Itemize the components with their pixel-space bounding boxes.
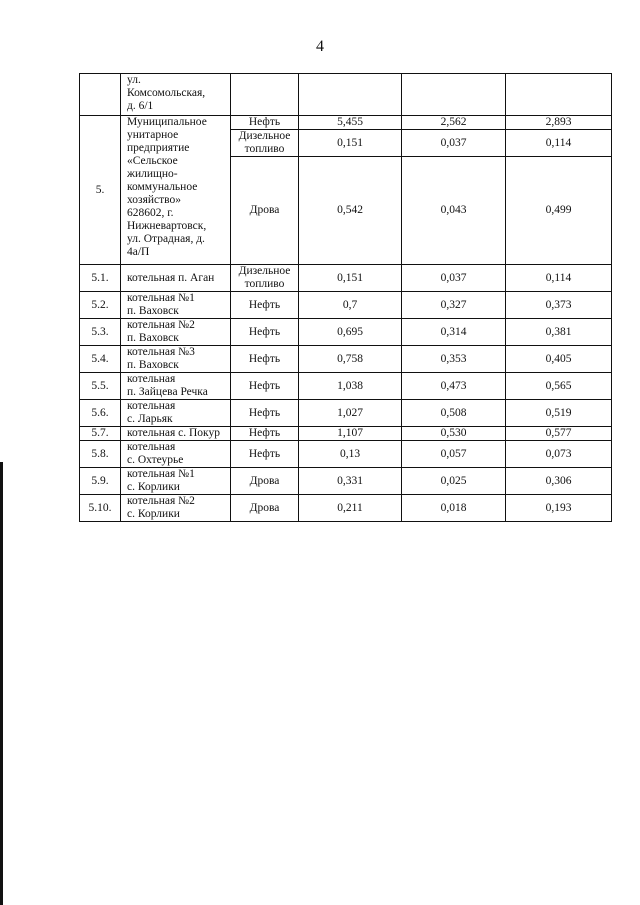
fuel-line: Нефть: [248, 352, 281, 365]
fuel-line: Дрова: [249, 474, 280, 487]
value-cell: 1,107: [299, 427, 402, 441]
row-num-cell: 5.10.: [80, 495, 121, 522]
address-line: д. 6/1: [127, 100, 154, 112]
table-row: [80, 441, 612, 468]
table-row: [80, 319, 612, 346]
value-cell: 0,114: [506, 130, 612, 157]
fuel-cell: [231, 130, 299, 157]
scan-edge-mark: [0, 462, 3, 905]
table-row: [80, 346, 612, 373]
fuel-cell: [231, 468, 299, 495]
fuel-line: Нефть: [248, 379, 281, 392]
row-num-cell: 5.5.: [80, 373, 121, 400]
value-cell: 0,508: [402, 400, 506, 427]
fuel-cell: [231, 346, 299, 373]
value-cell: 0,381: [506, 319, 612, 346]
boiler-name-cell: [121, 441, 231, 468]
value-cell: 0,13: [299, 441, 402, 468]
row-num-cell: 5.7.: [80, 427, 121, 441]
row-num-cell: 5.2.: [80, 292, 121, 319]
boiler-name-line: с. Корлики: [127, 508, 180, 520]
boiler-name-cell: [121, 346, 231, 373]
heat-supply-table: [79, 73, 612, 522]
fuel-line: Нефть: [248, 447, 281, 460]
num-cell: [80, 74, 121, 116]
value-cell: 0,7: [299, 292, 402, 319]
org-name-line: предприятие: [127, 142, 190, 154]
boiler-name-cell: [121, 495, 231, 522]
value-cell: [506, 74, 612, 116]
value-cell: 0,151: [299, 265, 402, 292]
value-cell: 0,499: [506, 157, 612, 265]
table-row: [80, 495, 612, 522]
boiler-name-line: п. Ваховск: [127, 305, 179, 317]
fuel-line: Нефть: [248, 298, 281, 311]
table-row: [80, 292, 612, 319]
fuel-cell: [231, 373, 299, 400]
table-row: [80, 400, 612, 427]
value-cell: 0,193: [506, 495, 612, 522]
boiler-name-cell: [121, 468, 231, 495]
value-cell: 0,695: [299, 319, 402, 346]
fuel-line: топливо: [244, 143, 285, 155]
org-name-line: коммунальное: [127, 181, 198, 193]
boiler-name-line: п. Ваховск: [127, 359, 179, 371]
row-num-cell: 5.8.: [80, 441, 121, 468]
boiler-name-cell: [121, 400, 231, 427]
value-cell: 0,314: [402, 319, 506, 346]
boiler-name-cell: [121, 292, 231, 319]
value-cell: 0,758: [299, 346, 402, 373]
boiler-name-line: котельная п. Аган: [127, 271, 215, 284]
heat-supply-table-container: [79, 73, 612, 522]
value-cell: 2,893: [506, 116, 612, 130]
org-name-line: жилищно-: [127, 168, 178, 180]
org-name-line: унитарное: [127, 129, 179, 141]
value-cell: 0,331: [299, 468, 402, 495]
boiler-name-line: котельная №1: [127, 292, 195, 304]
fuel-line: Дизельное: [238, 265, 291, 277]
value-cell: 0,577: [506, 427, 612, 441]
org-name-line: хозяйство»: [127, 194, 182, 206]
boiler-name-line: с. Охтеурье: [127, 454, 184, 466]
value-cell: 0,073: [506, 441, 612, 468]
address-line: Комсомольская,: [127, 87, 206, 99]
fuel-cell: Дрова: [231, 157, 299, 265]
boiler-name-line: котельная: [127, 373, 176, 385]
value-cell: 2,562: [402, 116, 506, 130]
value-cell: 5,455: [299, 116, 402, 130]
table-row-address-continuation: [80, 74, 612, 116]
table-row: [80, 427, 612, 441]
value-cell: 0,353: [402, 346, 506, 373]
fuel-cell: [231, 319, 299, 346]
org-num-cell: 5.: [80, 116, 121, 265]
row-num-cell: 5.6.: [80, 400, 121, 427]
row-num-cell: 5.9.: [80, 468, 121, 495]
address-cell: [121, 74, 231, 116]
boiler-name-line: котельная №2: [127, 495, 195, 507]
value-cell: 0,373: [506, 292, 612, 319]
fuel-line: Нефть: [248, 406, 281, 419]
org-name-line: ул. Отрадная, д.: [127, 233, 205, 245]
boiler-name-cell: [121, 373, 231, 400]
fuel-cell: [231, 441, 299, 468]
value-cell: 0,211: [299, 495, 402, 522]
table-row: [80, 468, 612, 495]
boiler-name-line: п. Зайцева Речка: [127, 386, 208, 398]
address-line: ул.: [127, 74, 141, 86]
boiler-name-line: котельная с. Покур: [127, 427, 220, 439]
boiler-name-cell: [121, 319, 231, 346]
value-cell: [299, 74, 402, 116]
table-row: [80, 373, 612, 400]
fuel-line: Нефть: [248, 325, 281, 338]
org-name-cell: [121, 116, 231, 265]
value-cell: 0,405: [506, 346, 612, 373]
page-number: 4: [316, 38, 324, 55]
value-cell: 0,037: [402, 130, 506, 157]
value-cell: 0,306: [506, 468, 612, 495]
org-name-line: 4а/П: [127, 246, 150, 258]
boiler-name-cell: [121, 427, 231, 441]
value-cell: 0,043: [402, 157, 506, 265]
fuel-cell: [231, 495, 299, 522]
boiler-name-cell: [121, 265, 231, 292]
value-cell: 1,027: [299, 400, 402, 427]
boiler-name-line: котельная №2: [127, 319, 195, 331]
fuel-line: топливо: [244, 278, 285, 290]
fuel-cell: [231, 265, 299, 292]
fuel-cell: Нефть: [231, 116, 299, 130]
boiler-name-line: котельная: [127, 400, 176, 412]
fuel-line: Дрова: [249, 501, 280, 514]
value-cell: 0,565: [506, 373, 612, 400]
value-cell: 0,519: [506, 400, 612, 427]
row-num-cell: 5.1.: [80, 265, 121, 292]
table-body: [80, 74, 612, 522]
value-cell: [402, 74, 506, 116]
org-name-line: Нижневартовск,: [127, 220, 207, 232]
org-name-line: Муниципальное: [127, 116, 207, 128]
fuel-cell: [231, 427, 299, 441]
fuel-cell: [231, 292, 299, 319]
boiler-name-line: котельная №1: [127, 468, 195, 480]
value-cell: 0,037: [402, 265, 506, 292]
org-name-line: 628602, г.: [127, 207, 174, 219]
value-cell: 0,473: [402, 373, 506, 400]
value-cell: 0,530: [402, 427, 506, 441]
value-cell: 0,025: [402, 468, 506, 495]
value-cell: 0,151: [299, 130, 402, 157]
table-row: [80, 265, 612, 292]
value-cell: 0,327: [402, 292, 506, 319]
boiler-name-line: п. Ваховск: [127, 332, 179, 344]
row-num-cell: 5.3.: [80, 319, 121, 346]
table-row-org-oil: [80, 116, 612, 130]
boiler-name-line: с. Ларьяк: [127, 413, 173, 425]
value-cell: 0,114: [506, 265, 612, 292]
fuel-cell: [231, 400, 299, 427]
fuel-line: Дизельное: [238, 130, 291, 142]
org-name-line: «Сельское: [127, 155, 178, 167]
boiler-name-line: котельная №3: [127, 346, 195, 358]
boiler-name-line: котельная: [127, 441, 176, 453]
value-cell: 0,542: [299, 157, 402, 265]
row-num-cell: 5.4.: [80, 346, 121, 373]
value-cell: 0,057: [402, 441, 506, 468]
boiler-name-line: с. Корлики: [127, 481, 180, 493]
value-cell: 0,018: [402, 495, 506, 522]
fuel-cell: [231, 74, 299, 116]
fuel-line: Нефть: [248, 427, 281, 439]
value-cell: 1,038: [299, 373, 402, 400]
